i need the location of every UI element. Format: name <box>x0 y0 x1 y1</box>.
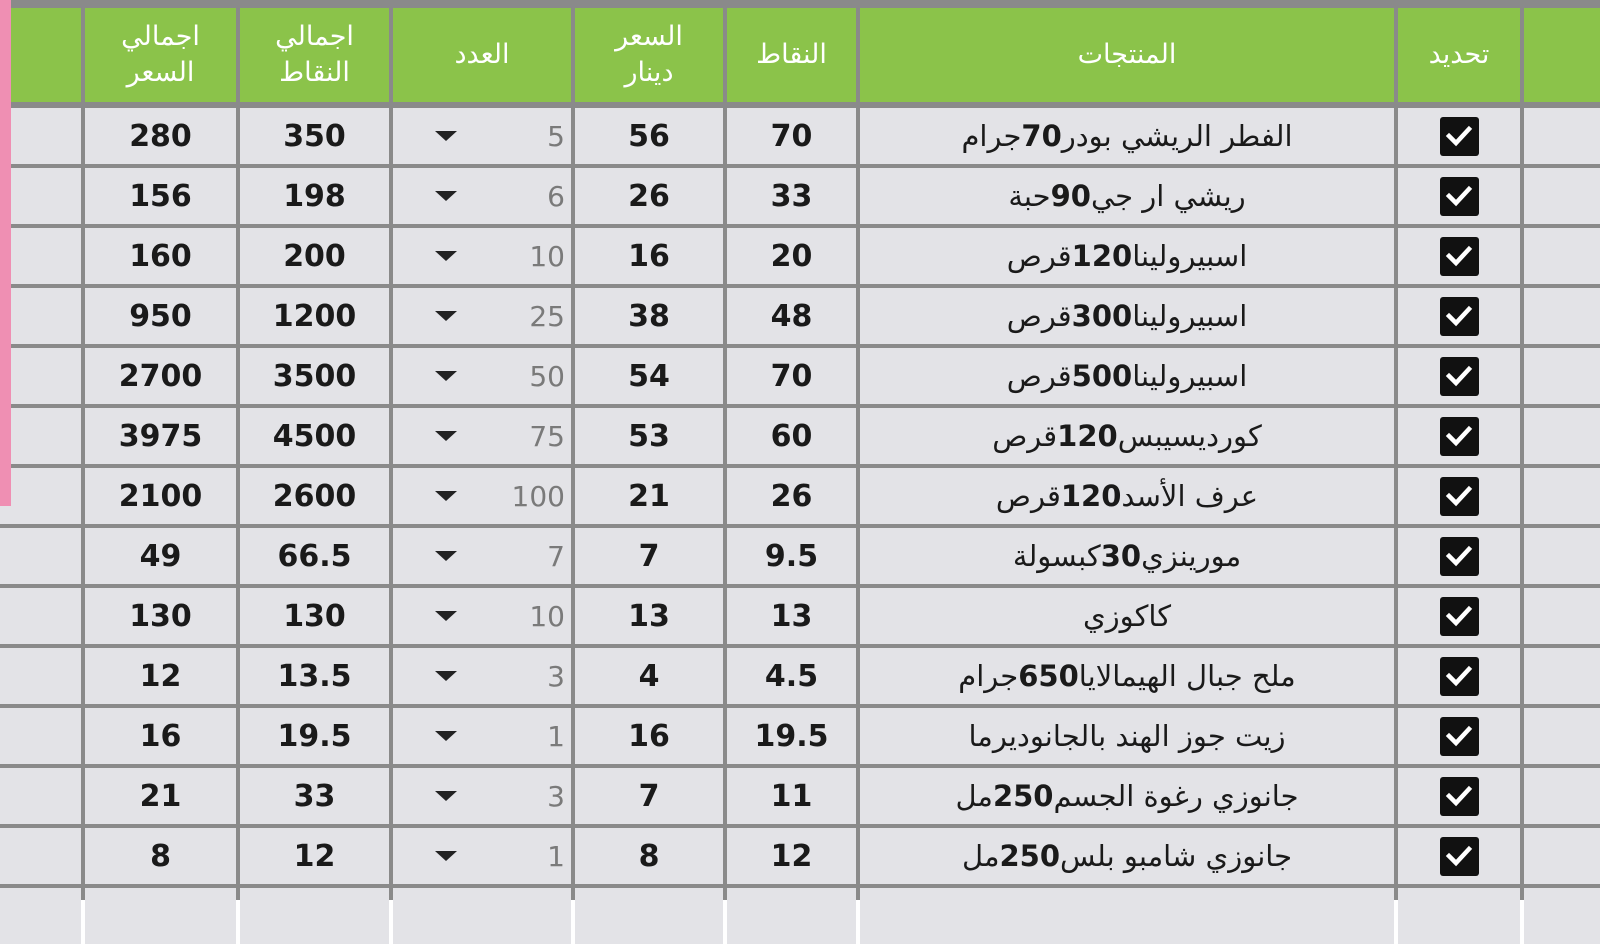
cell-price <box>575 888 723 944</box>
dropdown-arrow-icon[interactable] <box>435 671 457 681</box>
price-value: 7 <box>575 528 723 584</box>
dropdown-arrow-icon[interactable] <box>435 611 457 621</box>
header-label-quantity: العدد <box>454 39 510 70</box>
cell-edge-left <box>0 588 81 644</box>
points-value: 12 <box>727 828 856 884</box>
quantity-value: 50 <box>529 359 565 393</box>
product-name: جانوزي شامبو بلس 250 مل <box>860 828 1394 884</box>
cell-edge-right <box>1524 588 1600 644</box>
dropdown-arrow-icon[interactable] <box>435 491 457 501</box>
header-total-points <box>240 8 389 102</box>
total-points-value: 13.5 <box>240 648 389 704</box>
points-value: 9.5 <box>727 528 856 584</box>
checkbox-checked-icon[interactable] <box>1440 717 1479 756</box>
total-price-value: 280 <box>85 108 236 164</box>
product-name: الفطر الريشي بودر 70 جرام <box>860 108 1394 164</box>
points-value: 60 <box>727 408 856 464</box>
quantity-value: 75 <box>529 419 565 453</box>
total-points-value: 350 <box>240 108 389 164</box>
total-price-value: 49 <box>85 528 236 584</box>
quantity-dropdown[interactable] <box>393 288 571 344</box>
price-value: 53 <box>575 408 723 464</box>
checkbox-checked-icon[interactable] <box>1440 117 1479 156</box>
header-label-points: النقاط <box>756 39 827 70</box>
cell-edge-right <box>1524 468 1600 524</box>
points-value: 4.5 <box>727 648 856 704</box>
header-product <box>860 8 1394 102</box>
total-points-value: 3500 <box>240 348 389 404</box>
header-label-total-points: اجمالي النقاط <box>275 21 354 88</box>
cell-quantity <box>393 888 571 944</box>
points-value: 33 <box>727 168 856 224</box>
price-value: 56 <box>575 108 723 164</box>
dropdown-arrow-icon[interactable] <box>435 131 457 141</box>
cell-edge-left <box>0 648 81 704</box>
total-points-value: 33 <box>240 768 389 824</box>
header-edge-right <box>1524 8 1600 102</box>
cell-edge-right <box>1524 768 1600 824</box>
quantity-dropdown[interactable] <box>393 648 571 704</box>
cell-edge-right <box>1524 708 1600 764</box>
total-points-value: 4500 <box>240 408 389 464</box>
total-price-value: 160 <box>85 228 236 284</box>
checkbox-checked-icon[interactable] <box>1440 177 1479 216</box>
dropdown-arrow-icon[interactable] <box>435 311 457 321</box>
total-price-value: 2700 <box>85 348 236 404</box>
total-price-value: 2100 <box>85 468 236 524</box>
total-points-value: 130 <box>240 588 389 644</box>
quantity-value: 10 <box>529 599 565 633</box>
total-price-value: 8 <box>85 828 236 884</box>
cell-edge-right <box>1524 228 1600 284</box>
header-label-select: تحديد <box>1428 39 1490 70</box>
dropdown-arrow-icon[interactable] <box>435 551 457 561</box>
points-value: 70 <box>727 108 856 164</box>
cell-edge-left <box>0 288 81 344</box>
dropdown-arrow-icon[interactable] <box>435 731 457 741</box>
product-name: كاكوزي <box>860 588 1394 644</box>
price-value: 8 <box>575 828 723 884</box>
total-points-value: 19.5 <box>240 708 389 764</box>
product-name: ريشي ار جي 90 حبة <box>860 168 1394 224</box>
cell-total-points <box>240 888 389 944</box>
select-cell <box>1398 348 1520 404</box>
cell-edge-right <box>1524 288 1600 344</box>
header-select <box>1398 8 1520 102</box>
price-value: 4 <box>575 648 723 704</box>
product-name: جانوزي رغوة الجسم 250 مل <box>860 768 1394 824</box>
header-points <box>727 8 856 102</box>
quantity-value: 25 <box>529 299 565 333</box>
points-value: 26 <box>727 468 856 524</box>
header-label-total-price: اجمالي السعر <box>121 21 200 88</box>
checkbox-checked-icon[interactable] <box>1440 777 1479 816</box>
dropdown-arrow-icon[interactable] <box>435 791 457 801</box>
cell-select <box>1398 888 1520 944</box>
total-price-value: 21 <box>85 768 236 824</box>
cell-points <box>727 888 856 944</box>
select-cell <box>1398 648 1520 704</box>
cell-edge-left <box>0 888 81 944</box>
checkbox-checked-icon[interactable] <box>1440 657 1479 696</box>
cell-edge-left <box>0 108 81 164</box>
total-points-value: 66.5 <box>240 528 389 584</box>
cell-product <box>860 888 1394 944</box>
cell-edge-right <box>1524 648 1600 704</box>
header-quantity <box>393 8 571 102</box>
cell-edge-left <box>0 468 81 524</box>
cell-edge-right <box>1524 828 1600 884</box>
price-value: 54 <box>575 348 723 404</box>
points-value: 19.5 <box>727 708 856 764</box>
points-value: 20 <box>727 228 856 284</box>
total-price-value: 156 <box>85 168 236 224</box>
quantity-dropdown[interactable] <box>393 708 571 764</box>
product-name: عرف الأسد 120 قرص <box>860 468 1394 524</box>
quantity-dropdown[interactable] <box>393 768 571 824</box>
checkbox-checked-icon[interactable] <box>1440 417 1479 456</box>
quantity-dropdown[interactable] <box>393 168 571 224</box>
cell-edge-left <box>0 528 81 584</box>
quantity-dropdown[interactable] <box>393 528 571 584</box>
quantity-dropdown[interactable] <box>393 828 571 884</box>
cell-edge-right <box>1524 108 1600 164</box>
dropdown-arrow-icon[interactable] <box>435 851 457 861</box>
total-price-value: 16 <box>85 708 236 764</box>
checkbox-checked-icon[interactable] <box>1440 837 1479 876</box>
quantity-value: 6 <box>547 179 565 213</box>
quantity-dropdown[interactable] <box>393 468 571 524</box>
price-value: 38 <box>575 288 723 344</box>
cell-edge-right <box>1524 348 1600 404</box>
checkbox-checked-icon[interactable] <box>1440 477 1479 516</box>
product-name: مورينزي 30 كبسولة <box>860 528 1394 584</box>
product-name: كورديسيبس 120 قرص <box>860 408 1394 464</box>
quantity-value: 7 <box>547 539 565 573</box>
header-label-price: السعر دينار <box>615 21 683 88</box>
checkbox-checked-icon[interactable] <box>1440 297 1479 336</box>
product-name: زيت جوز الهند بالجانوديرما <box>860 708 1394 764</box>
total-price-value: 12 <box>85 648 236 704</box>
price-value: 13 <box>575 588 723 644</box>
points-value: 70 <box>727 348 856 404</box>
total-price-value: 3975 <box>85 408 236 464</box>
quantity-value: 1 <box>547 719 565 753</box>
header-edge-left <box>0 8 81 102</box>
total-points-value: 198 <box>240 168 389 224</box>
cell-total-price <box>85 888 236 944</box>
dropdown-arrow-icon[interactable] <box>435 251 457 261</box>
cell-edge-left <box>0 708 81 764</box>
price-value: 7 <box>575 768 723 824</box>
cell-edge-left <box>0 348 81 404</box>
checkbox-checked-icon[interactable] <box>1440 357 1479 396</box>
select-cell <box>1398 588 1520 644</box>
price-value: 16 <box>575 228 723 284</box>
header-price <box>575 8 723 102</box>
quantity-value: 3 <box>547 659 565 693</box>
quantity-dropdown[interactable] <box>393 348 571 404</box>
header-total-price <box>85 8 236 102</box>
quantity-value: 5 <box>547 119 565 153</box>
product-name: اسبيرولينا 300 قرص <box>860 288 1394 344</box>
select-cell <box>1398 708 1520 764</box>
header-label-product: المنتجات <box>1077 39 1177 70</box>
dropdown-arrow-icon[interactable] <box>435 431 457 441</box>
quantity-value: 3 <box>547 779 565 813</box>
quantity-value: 10 <box>529 239 565 273</box>
price-value: 21 <box>575 468 723 524</box>
select-cell <box>1398 468 1520 524</box>
select-cell <box>1398 108 1520 164</box>
quantity-dropdown[interactable] <box>393 228 571 284</box>
price-value: 16 <box>575 708 723 764</box>
total-price-value: 950 <box>85 288 236 344</box>
quantity-value: 1 <box>547 839 565 873</box>
select-cell <box>1398 168 1520 224</box>
cell-edge-left <box>0 168 81 224</box>
cell-edge-left <box>0 828 81 884</box>
select-cell <box>1398 528 1520 584</box>
total-points-value: 200 <box>240 228 389 284</box>
product-name: ملح جبال الهيمالايا 650 جرام <box>860 648 1394 704</box>
product-name: اسبيرولينا 500 قرص <box>860 348 1394 404</box>
dropdown-arrow-icon[interactable] <box>435 191 457 201</box>
cell-edge-right <box>1524 528 1600 584</box>
total-points-value: 12 <box>240 828 389 884</box>
price-value: 26 <box>575 168 723 224</box>
quantity-value: 100 <box>511 479 565 513</box>
select-cell <box>1398 228 1520 284</box>
total-points-value: 2600 <box>240 468 389 524</box>
cell-edge-left <box>0 228 81 284</box>
points-value: 11 <box>727 768 856 824</box>
total-points-value: 1200 <box>240 288 389 344</box>
points-value: 48 <box>727 288 856 344</box>
cell-edge-right <box>1524 888 1600 944</box>
checkbox-checked-icon[interactable] <box>1440 237 1479 276</box>
cell-edge-right <box>1524 168 1600 224</box>
points-value: 13 <box>727 588 856 644</box>
select-cell <box>1398 408 1520 464</box>
select-cell <box>1398 828 1520 884</box>
select-cell <box>1398 768 1520 824</box>
cell-edge-right <box>1524 408 1600 464</box>
product-name: اسبيرولينا 120 قرص <box>860 228 1394 284</box>
select-cell <box>1398 288 1520 344</box>
quantity-dropdown[interactable] <box>393 408 571 464</box>
total-price-value: 130 <box>85 588 236 644</box>
checkbox-checked-icon[interactable] <box>1440 537 1479 576</box>
checkbox-checked-icon[interactable] <box>1440 597 1479 636</box>
row-highlight-bar <box>0 0 11 506</box>
quantity-dropdown[interactable] <box>393 588 571 644</box>
dropdown-arrow-icon[interactable] <box>435 371 457 381</box>
cell-edge-left <box>0 408 81 464</box>
cell-edge-left <box>0 768 81 824</box>
quantity-dropdown[interactable] <box>393 108 571 164</box>
